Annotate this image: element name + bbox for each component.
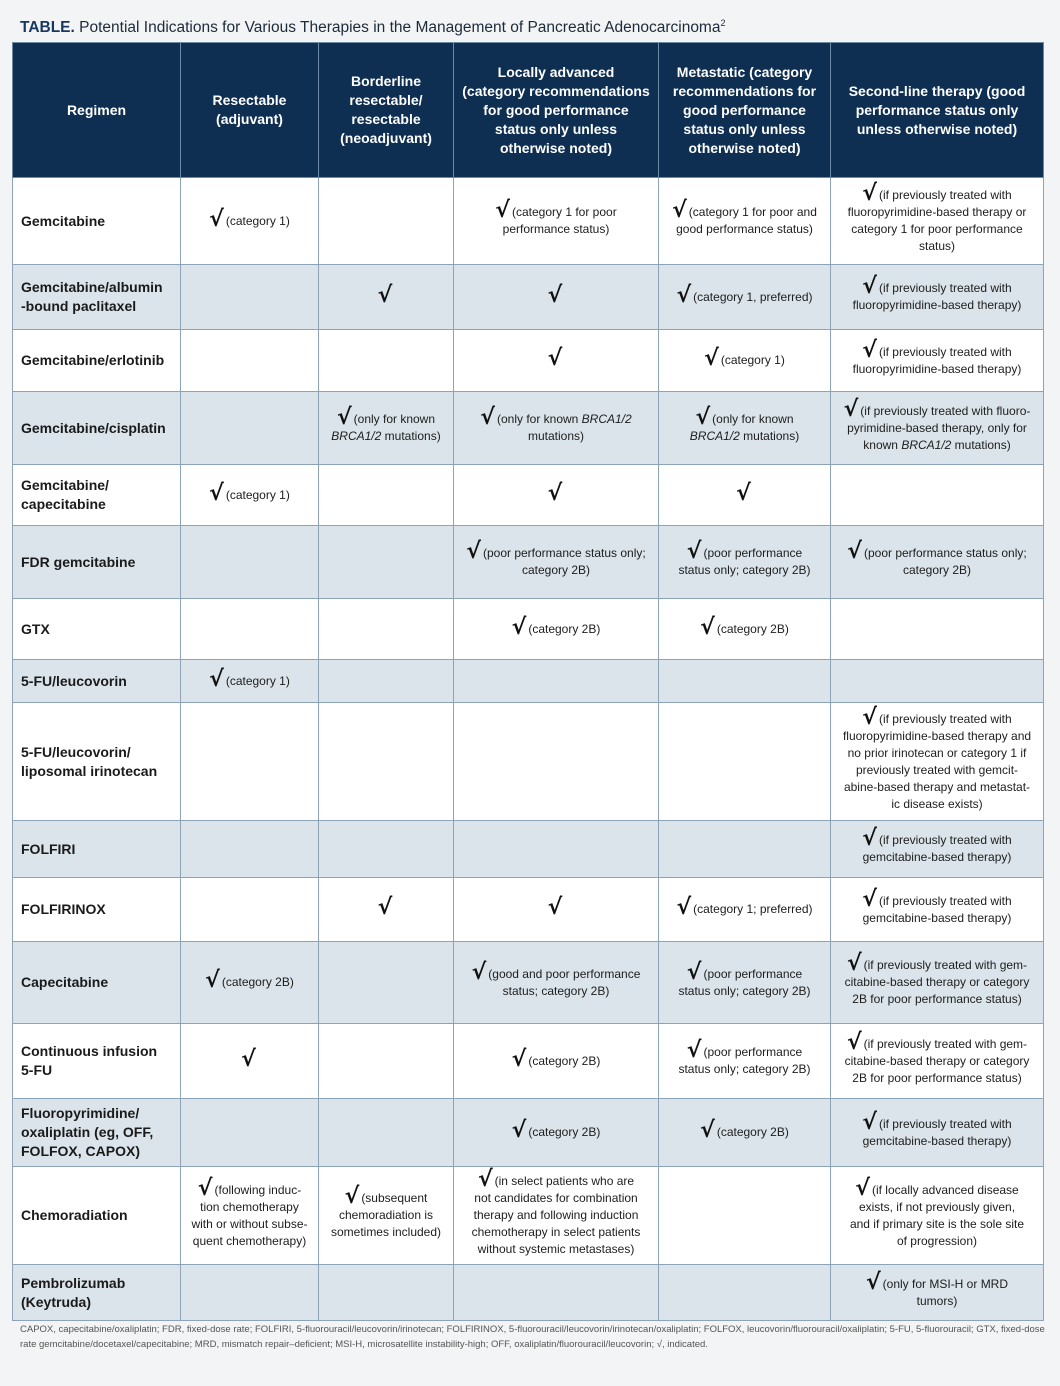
indication-note: (poor performance status only; category 2B) — [678, 1045, 811, 1076]
indication-cell — [454, 330, 659, 392]
indication-cell — [454, 878, 659, 942]
indication-cell — [319, 465, 454, 526]
check-icon: √ — [344, 1184, 360, 1209]
indication-cell — [454, 465, 659, 526]
indication-cell — [659, 942, 831, 1024]
caption-label: TABLE. — [20, 19, 75, 37]
indication-note: (if previously treated with fluoropyrimidine-based therapy) — [852, 281, 1022, 312]
column-header: Second-line therapy (good performance status only unless otherwise noted) — [831, 43, 1044, 178]
indication-note: (poor performance status only; category 2B) — [678, 546, 811, 577]
regimen-cell: FOLFIRINOX — [13, 878, 181, 942]
indication-cell — [181, 392, 319, 465]
indication-note: (only for known BRCA1/2 mutations) — [331, 412, 441, 443]
indication-cell — [181, 942, 319, 1024]
check-icon: √ — [511, 1118, 527, 1143]
check-icon: √ — [547, 282, 563, 308]
indication-cell — [659, 265, 831, 330]
table-row — [13, 178, 1044, 265]
indication-cell — [181, 526, 319, 599]
regimen-cell: Gemcitabine/ capecitabine — [13, 465, 181, 526]
indication-cell — [319, 599, 454, 660]
indication-cell — [454, 265, 659, 330]
indication-cell — [831, 599, 1044, 660]
table-row — [13, 392, 1044, 465]
indication-note: (if previously treated with gemcitabine-based therapy) — [862, 893, 1012, 925]
column-header: Resectable (adjuvant) — [181, 43, 319, 178]
indication-cell — [454, 942, 659, 1024]
indication-cell — [454, 599, 659, 660]
indication-note: (good and poor performance status; category 2B) — [488, 966, 641, 998]
check-icon: √ — [736, 480, 751, 506]
indication-cell — [319, 1167, 454, 1265]
caption-text: Potential Indications for Various Therapies in the Management of Pancreatic Adenocarcinoma — [79, 19, 721, 37]
therapy-table — [12, 42, 1044, 1321]
indication-cell — [831, 703, 1044, 821]
indication-cell — [659, 1265, 831, 1321]
indication-cell — [831, 878, 1044, 942]
check-icon: √ — [862, 181, 877, 206]
indication-cell — [181, 1265, 319, 1321]
indication-note: (category 2B) — [221, 975, 294, 989]
indication-cell — [181, 660, 319, 703]
indication-cell — [831, 1265, 1044, 1321]
indication-note: (if locally advanced disease exists, if not previously given, and if primary site is the sole site of progression) — [849, 1182, 1025, 1248]
indication-cell — [659, 330, 831, 392]
indication-cell — [454, 1099, 659, 1167]
check-icon: √ — [862, 886, 877, 912]
table-body — [13, 178, 1044, 1321]
indication-note: (if previously treated with gem- citabine-based therapy or category 2B for poor performance status) — [844, 1036, 1030, 1085]
check-icon: √ — [862, 337, 877, 363]
check-icon: √ — [686, 959, 702, 985]
indication-cell — [319, 1024, 454, 1099]
indication-cell — [831, 330, 1044, 392]
column-header: Metastatic (category recommendations for good performance status only unless otherwise noted) — [659, 43, 831, 178]
indication-note: (in select patients who are not candidates for combination therapy and following induction chemotherapy in select patients without systemic metastases) — [471, 1174, 641, 1256]
indication-cell — [319, 660, 454, 703]
indication-cell — [181, 821, 319, 878]
table-row — [13, 330, 1044, 392]
check-icon: √ — [377, 895, 393, 920]
check-icon: √ — [846, 951, 862, 976]
indication-note: (category 1; preferred) — [693, 902, 813, 916]
table-caption — [20, 18, 1050, 37]
check-icon: √ — [466, 539, 481, 564]
regimen-cell: Gemcitabine/cisplatin — [13, 392, 181, 465]
indication-cell — [181, 599, 319, 660]
indication-cell — [181, 465, 319, 526]
check-icon: √ — [477, 1167, 493, 1192]
indication-cell — [319, 178, 454, 265]
indication-note: (category 1, preferred) — [693, 289, 813, 304]
check-icon: √ — [862, 1109, 877, 1135]
indication-note: (poor performance status only; category 2B) — [863, 546, 1027, 577]
indication-cell — [454, 1024, 659, 1099]
indication-cell — [831, 1167, 1044, 1265]
indication-cell — [659, 878, 831, 942]
table-row — [13, 1167, 1044, 1265]
indication-cell — [659, 599, 831, 660]
indication-cell — [181, 878, 319, 942]
check-icon: √ — [700, 1118, 715, 1143]
check-icon: √ — [847, 539, 862, 564]
indication-cell — [319, 1099, 454, 1167]
table-row — [13, 942, 1044, 1024]
indication-note: (only for MSI-H or MRD tumors) — [882, 1276, 1009, 1308]
header-row — [13, 43, 1044, 178]
indication-cell — [319, 330, 454, 392]
check-icon: √ — [862, 826, 877, 851]
indication-cell — [319, 703, 454, 821]
indication-cell — [454, 392, 659, 465]
check-icon: √ — [843, 396, 859, 422]
footnote: CAPOX, capecitabine/oxaliplatin; FDR, fixed-dose rate; FOLFIRI, 5-fluorouracil/leucovorin/irinotecan; FOLFIRINOX, 5-fluorouracil/leucovorin/irinotecan/oxaliplatin; FOLFOX, leucovorin/fluorouracil/oxaliplatin; 5-FU, 5-fluorouracil; GTX, fixed-dose rate gemcitabine/docetaxel/capecitabine; MRD, mismatch repair–deficient; MSI-H, microsatellite instability-high; OFF, oxaliplatin/fluorouracil/leucovorin; √, indicated. — [20, 1324, 1045, 1350]
indication-note: (if previously treated with gemcitabine-based therapy) — [862, 1116, 1012, 1148]
indication-cell — [319, 392, 454, 465]
indication-cell — [659, 392, 831, 465]
caption-superscript: 2 — [720, 18, 726, 28]
column-header: Regimen — [13, 43, 181, 178]
indication-cell — [181, 1099, 319, 1167]
indication-note: (if previously treated with fluoropyrimidine-based therapy and no prior irinotecan or category 1 if previously treated with gemcit- abine-based therapy and metastat- ic disease exists) — [842, 711, 1032, 811]
indication-note: (poor performance status only; category 2B) — [482, 546, 646, 577]
check-icon: √ — [547, 895, 563, 920]
indication-cell — [659, 1024, 831, 1099]
check-icon: √ — [241, 1046, 256, 1072]
check-icon: √ — [377, 282, 393, 308]
regimen-cell: Gemcitabine/albumin -bound paclitaxel — [13, 265, 181, 330]
check-icon: √ — [846, 1029, 862, 1055]
indication-cell — [454, 660, 659, 703]
regimen-cell: GTX — [13, 599, 181, 660]
indication-note: (poor performance status only; category 2B) — [678, 966, 811, 998]
check-icon: √ — [695, 405, 711, 430]
indication-cell — [319, 526, 454, 599]
regimen-cell: FOLFIRI — [13, 821, 181, 878]
check-icon: √ — [209, 480, 224, 506]
check-icon: √ — [862, 274, 877, 299]
indication-note: (category 2B) — [528, 621, 601, 636]
indication-cell — [181, 1024, 319, 1099]
indication-cell — [454, 526, 659, 599]
indication-note: (if previously treated with gem- citabine-based therapy or category 2B for poor performance status) — [844, 958, 1030, 1006]
table-row — [13, 660, 1044, 703]
indication-note: (category 2B) — [716, 1125, 789, 1139]
indication-cell — [831, 660, 1044, 703]
regimen-cell: Fluoropyrimidine/ oxaliplatin (eg, OFF, FOLFOX, CAPOX) — [13, 1099, 181, 1167]
indication-cell — [659, 1167, 831, 1265]
regimen-cell: 5-FU/leucovorin — [13, 660, 181, 703]
table-row — [13, 703, 1044, 821]
check-icon: √ — [855, 1175, 870, 1201]
indication-cell — [831, 942, 1044, 1024]
indication-note: (category 1) — [225, 487, 290, 502]
indication-cell — [831, 265, 1044, 330]
check-icon: √ — [547, 480, 563, 506]
indication-cell — [319, 942, 454, 1024]
check-icon: √ — [205, 968, 220, 993]
indication-cell — [659, 660, 831, 703]
indication-note: (category 1 for poor and good performance status) — [676, 205, 817, 236]
indication-cell — [659, 703, 831, 821]
indication-cell — [831, 392, 1044, 465]
indication-cell — [181, 1167, 319, 1265]
indication-cell — [454, 703, 659, 821]
table-row — [13, 1099, 1044, 1167]
indication-cell — [659, 1099, 831, 1167]
regimen-cell: Chemoradiation — [13, 1167, 181, 1265]
indication-note: (category 1 for poor performance status) — [502, 205, 617, 236]
check-icon: √ — [511, 614, 527, 640]
check-icon: √ — [865, 1269, 881, 1295]
indication-cell — [831, 526, 1044, 599]
indication-cell — [181, 265, 319, 330]
regimen-cell: 5-FU/leucovorin/ liposomal irinotecan — [13, 703, 181, 821]
indication-note: (if previously treated with fluoropyrimidine-based therapy) — [852, 344, 1022, 376]
regimen-cell: Gemcitabine — [13, 178, 181, 265]
check-icon: √ — [676, 282, 692, 308]
indication-cell — [319, 1265, 454, 1321]
indication-note: (category 1) — [225, 213, 290, 228]
check-icon: √ — [547, 346, 563, 371]
column-header: Borderline resectable/ resectable (neoadjuvant) — [319, 43, 454, 178]
check-icon: √ — [197, 1175, 213, 1201]
check-icon: √ — [336, 405, 352, 430]
indication-cell — [659, 178, 831, 265]
indication-note: (only for known BRCA1/2 mutations) — [689, 412, 800, 443]
indication-cell — [319, 878, 454, 942]
indication-note: (category 2B) — [528, 1053, 601, 1068]
check-icon: √ — [511, 1046, 527, 1072]
indication-note: (if previously treated with gemcitabine-based therapy) — [862, 833, 1012, 864]
indication-cell — [181, 330, 319, 392]
indication-cell — [659, 526, 831, 599]
indication-note: (if previously treated with fluoro- pyrimidine-based therapy, only for known BRCA1/2 mutations) — [847, 403, 1031, 452]
table-row — [13, 1265, 1044, 1321]
indication-note: (category 1) — [225, 673, 290, 688]
check-icon: √ — [700, 614, 715, 640]
regimen-cell: Continuous infusion 5-FU — [13, 1024, 181, 1099]
indication-note: (only for known BRCA1/2 mutations) — [496, 412, 632, 443]
indication-cell — [181, 178, 319, 265]
indication-cell — [831, 821, 1044, 878]
check-icon: √ — [209, 666, 224, 692]
indication-note: (following induc- tion chemotherapy with or without subse- quent chemotherapy) — [191, 1182, 308, 1248]
table-row — [13, 526, 1044, 599]
indication-cell — [454, 821, 659, 878]
table-row — [13, 599, 1044, 660]
indication-cell — [319, 821, 454, 878]
check-icon: √ — [495, 198, 510, 223]
check-icon: √ — [676, 895, 692, 920]
indication-note: (category 1) — [720, 353, 785, 367]
indication-cell — [454, 1167, 659, 1265]
indication-cell — [319, 265, 454, 330]
indication-note: (category 2B) — [716, 621, 789, 636]
table-row — [13, 821, 1044, 878]
regimen-cell: Capecitabine — [13, 942, 181, 1024]
check-icon: √ — [480, 405, 495, 430]
regimen-cell: FDR gemcitabine — [13, 526, 181, 599]
check-icon: √ — [704, 346, 719, 371]
regimen-cell: Pembrolizumab (Keytruda) — [13, 1265, 181, 1321]
table-row — [13, 465, 1044, 526]
check-icon: √ — [471, 959, 487, 985]
check-icon: √ — [672, 198, 687, 223]
indication-cell — [454, 178, 659, 265]
indication-cell — [831, 1099, 1044, 1167]
table-row — [13, 1024, 1044, 1099]
check-icon: √ — [686, 539, 702, 564]
indication-cell — [454, 1265, 659, 1321]
indication-note: (category 2B) — [528, 1125, 601, 1139]
indication-cell — [659, 465, 831, 526]
indication-note: (if previously treated with fluoropyrimidine-based therapy or category 1 for poor performance status) — [847, 188, 1027, 253]
indication-note: (subsequent chemoradiation is sometimes included) — [330, 1191, 442, 1239]
check-icon: √ — [862, 704, 877, 730]
indication-cell — [831, 178, 1044, 265]
regimen-cell: Gemcitabine/erlotinib — [13, 330, 181, 392]
indication-cell — [831, 465, 1044, 526]
table-row — [13, 878, 1044, 942]
table-row — [13, 265, 1044, 330]
column-header: Locally advanced (category recommendations for good performance status only unless otherwise noted) — [454, 43, 659, 178]
check-icon: √ — [686, 1038, 702, 1063]
indication-cell — [659, 821, 831, 878]
indication-cell — [181, 703, 319, 821]
check-icon: √ — [209, 206, 224, 232]
indication-cell — [831, 1024, 1044, 1099]
